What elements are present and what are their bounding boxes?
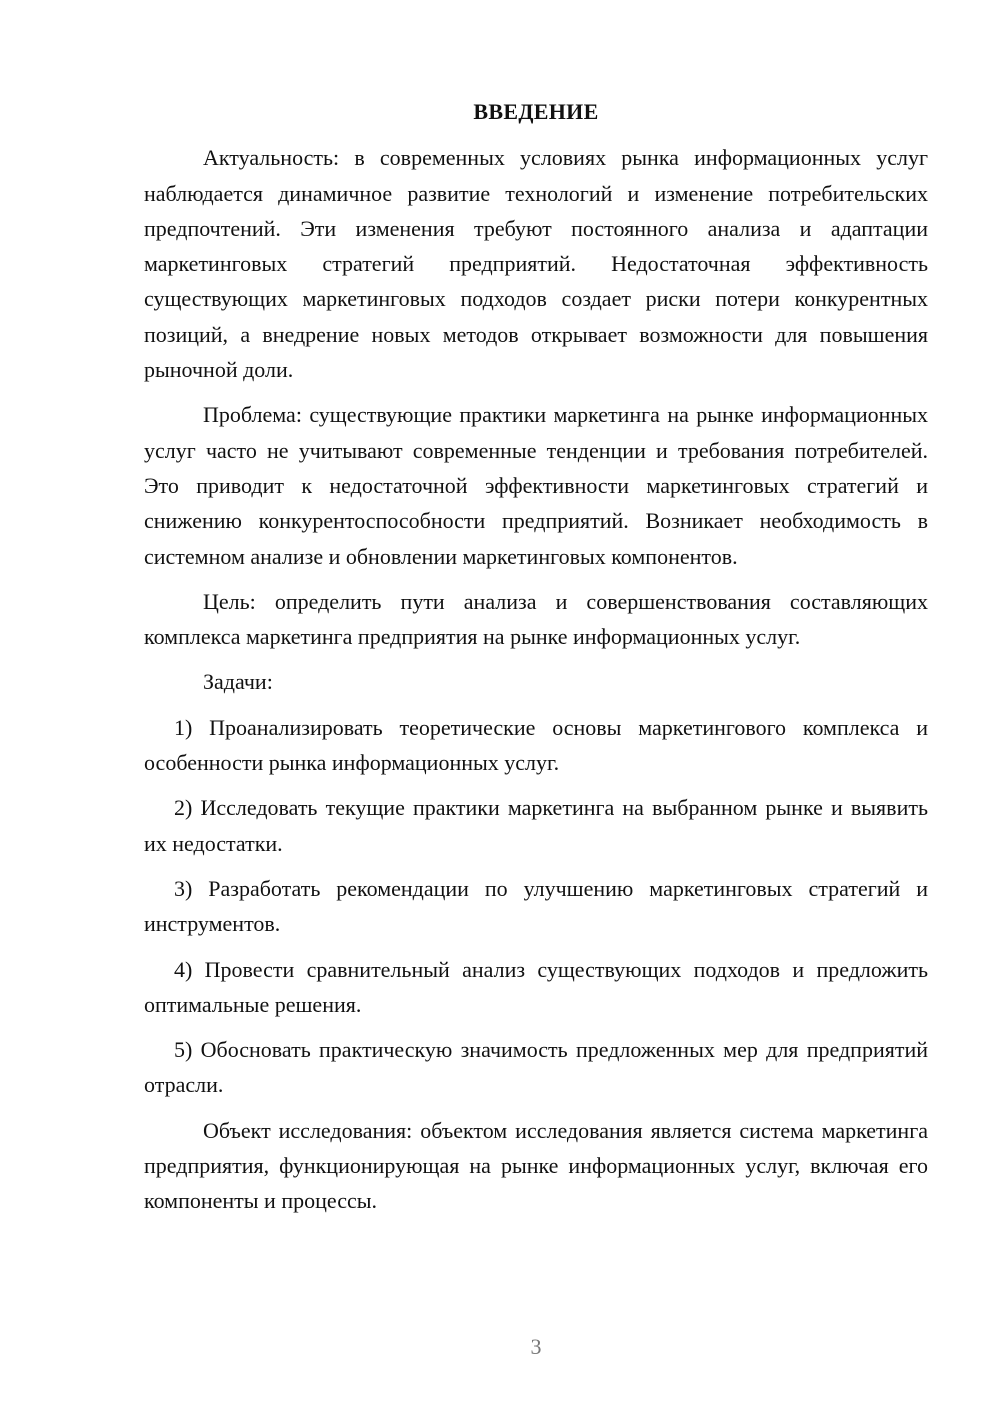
relevance-paragraph: Актуальность: в современных условиях рынка информационных услуг наблюдается динамичное развитие технологий и изменение потребительских предпочтений. Эти изменения требуют постоянного анализа и адаптации маркетинговых стратегий предприятий. Недостаточная эффективность существующих маркетинговых подходов создает риски потери конкурентных позиций, а внедрение новых методов открывает возможности для повышения рыночной доли. [144, 145, 928, 383]
section-heading: ВВЕДЕНИЕ [473, 99, 599, 124]
page-content [144, 94, 928, 1229]
task-item-3: 3) Разработать рекомендации по улучшению маркетинговых стратегий и инструментов. [144, 875, 928, 937]
object-paragraph: Объект исследования: объектом исследования является система маркетинга предприятия, функционирующая на рынке информационных услуг, включая его компоненты и процессы. [144, 1117, 928, 1214]
tasks-label: Задачи: [203, 669, 273, 695]
goal-paragraph: Цель: определить пути анализа и совершенствования составляющих комплекса маркетинга предприятия на рынке информационных услуг. [144, 588, 928, 650]
task-item-1: 1) Проанализировать теоретические основы маркетингового комплекса и особенности рынка информационных услуг. [144, 714, 928, 776]
task-item-5: 5) Обосновать практическую значимость предложенных мер для предприятий отрасли. [144, 1037, 928, 1098]
task-item-2: 2) Исследовать текущие практики маркетинга на выбранном рынке и выявить их недостатки. [144, 795, 928, 856]
task-item-4: 4) Провести сравнительный анализ существующих подходов и предложить оптимальные решения. [144, 956, 928, 1017]
page-number: 3 [530, 1334, 542, 1359]
problem-paragraph: Проблема: существующие практики маркетинга на рынке информационных услуг часто не учитывают современные тенденции и требования потребителей. Это приводит к недостаточной эффективности маркетинговых стратегий и снижению конкурентоспособности предприятий. Возникает необходимость в системном анализе и обновлении маркетинговых компонентов. [144, 402, 928, 569]
